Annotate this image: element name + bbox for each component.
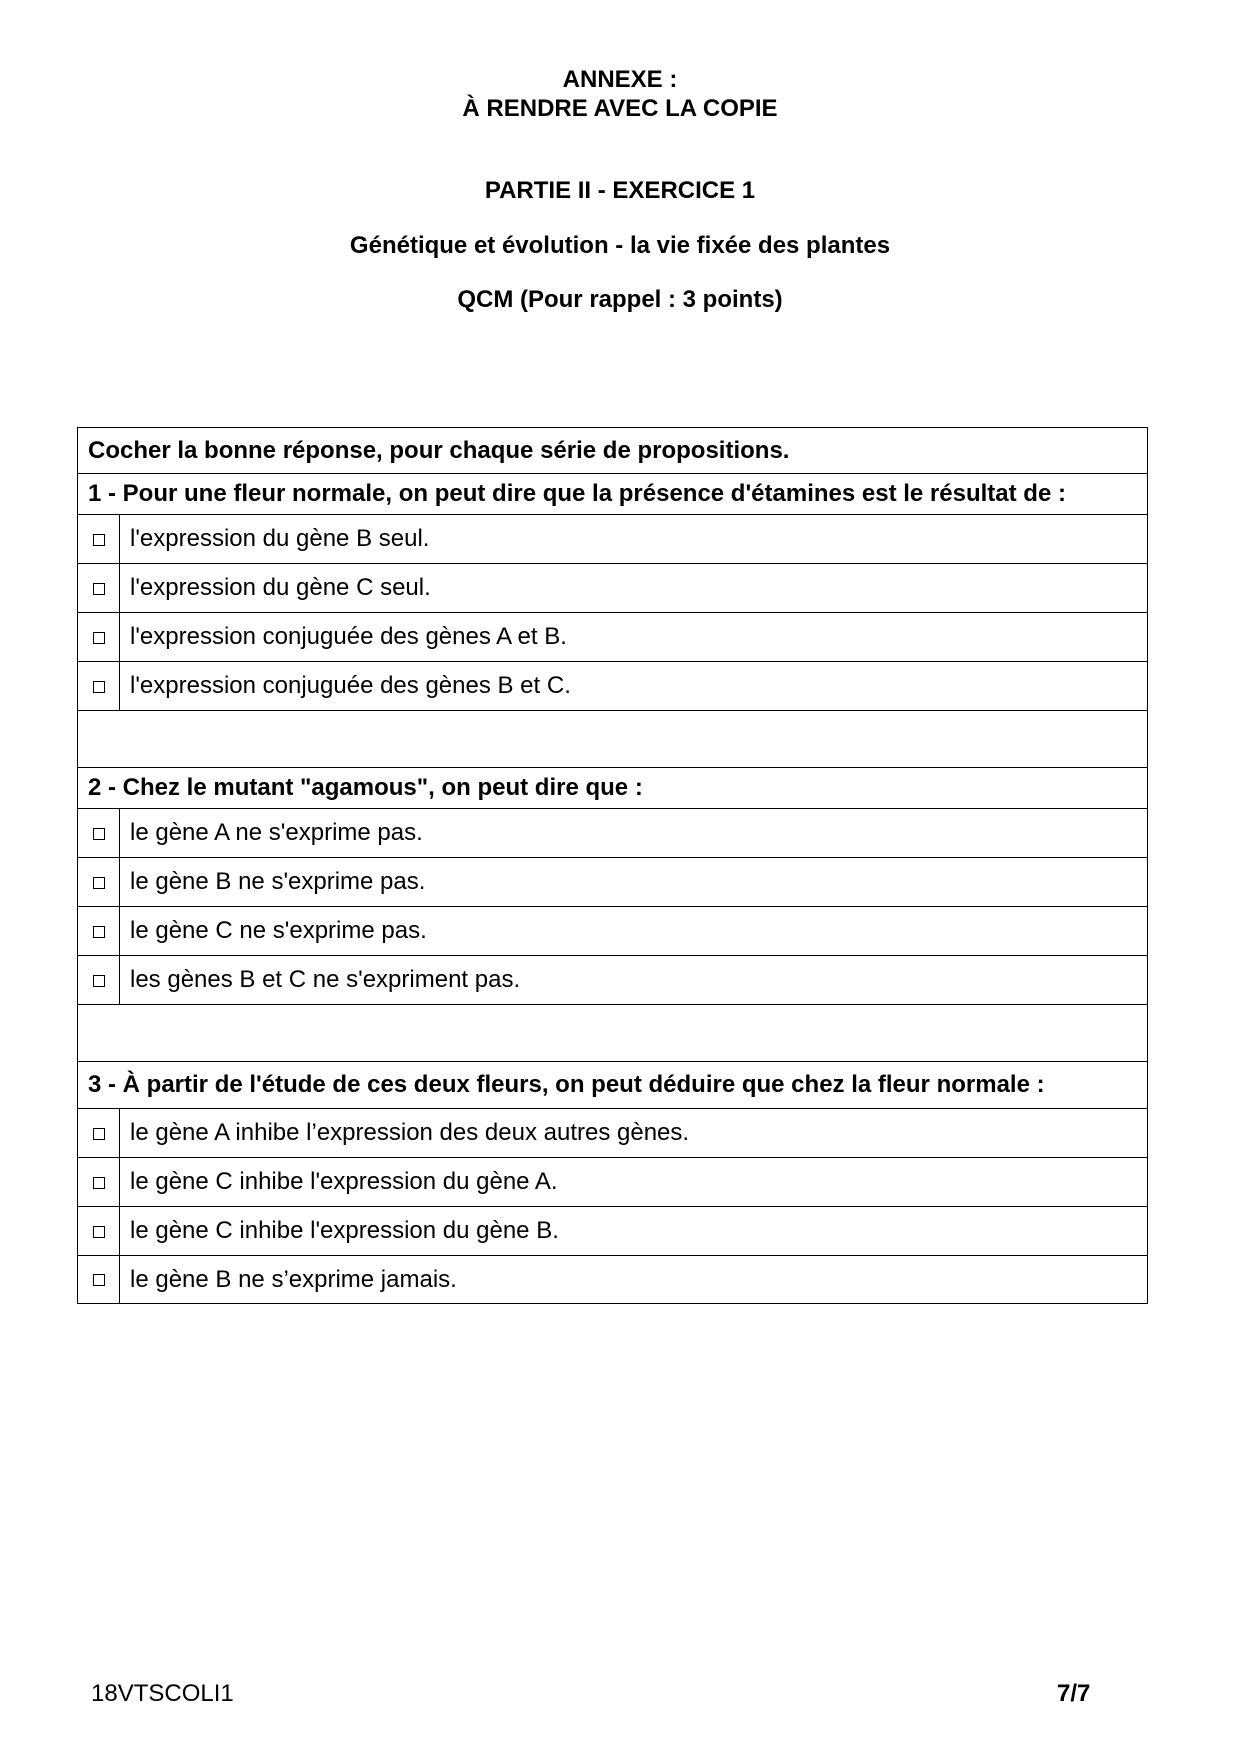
checkbox-cell[interactable]: [78, 564, 120, 613]
option-text: l'expression conjuguée des gènes A et B.: [120, 613, 1148, 662]
checkbox-cell[interactable]: [78, 662, 120, 711]
checkbox-icon[interactable]: [93, 975, 105, 987]
checkbox-cell[interactable]: [78, 809, 120, 858]
option-text: les gènes B et C ne s'expriment pas.: [120, 956, 1148, 1005]
annexe-subtitle: À RENDRE AVEC LA COPIE: [462, 95, 778, 122]
checkbox-cell[interactable]: [78, 613, 120, 662]
question-1-prompt: 1 - Pour une fleur normale, on peut dire que la présence d'étamines est le résultat de :: [78, 474, 1148, 515]
checkbox-icon[interactable]: [93, 877, 105, 889]
instruction-row: [78, 428, 1148, 474]
checkbox-cell[interactable]: [78, 858, 120, 907]
checkbox-icon[interactable]: [93, 534, 105, 546]
option-text: le gène A ne s'exprime pas.: [120, 809, 1148, 858]
checkbox-cell[interactable]: [78, 907, 120, 956]
page-number: 7/7: [1057, 1680, 1091, 1707]
qcm-title: QCM (Pour rappel : 3 points): [457, 286, 783, 313]
question-1-row: [78, 474, 1148, 515]
option-row: [78, 1207, 1148, 1256]
checkbox-icon[interactable]: [93, 926, 105, 938]
checkbox-icon[interactable]: [93, 1177, 105, 1189]
option-row: [78, 613, 1148, 662]
spacer-row: [78, 711, 1148, 768]
checkbox-icon[interactable]: [93, 1226, 105, 1238]
checkbox-cell[interactable]: [78, 1158, 120, 1207]
option-text: le gène C inhibe l'expression du gène A.: [120, 1158, 1148, 1207]
document-code: 18VTSCOLI1: [91, 1680, 234, 1707]
checkbox-cell[interactable]: [78, 1207, 120, 1256]
option-text: l'expression du gène B seul.: [120, 515, 1148, 564]
instruction-text: Cocher la bonne réponse, pour chaque série de propositions.: [78, 428, 1148, 474]
checkbox-icon[interactable]: [93, 828, 105, 840]
option-row: [78, 956, 1148, 1005]
option-row: [78, 662, 1148, 711]
qcm-table: [77, 427, 1148, 1304]
option-text: le gène B ne s'exprime pas.: [120, 858, 1148, 907]
option-row: [78, 1256, 1148, 1304]
checkbox-cell[interactable]: [78, 1256, 120, 1304]
question-3-row: [78, 1062, 1148, 1109]
question-2-prompt: 2 - Chez le mutant "agamous", on peut dire que :: [78, 768, 1148, 809]
question-2-row: [78, 768, 1148, 809]
checkbox-icon[interactable]: [93, 681, 105, 693]
spacer-row: [78, 1005, 1148, 1062]
checkbox-cell[interactable]: [78, 1109, 120, 1158]
option-row: [78, 1158, 1148, 1207]
option-row: [78, 515, 1148, 564]
checkbox-icon[interactable]: [93, 1274, 105, 1286]
checkbox-cell[interactable]: [78, 956, 120, 1005]
part-title: PARTIE II - EXERCICE 1: [484, 177, 756, 204]
option-text: le gène A inhibe l’expression des deux autres gènes.: [120, 1109, 1148, 1158]
spacer-cell: [78, 1005, 1148, 1062]
checkbox-icon[interactable]: [93, 583, 105, 595]
option-row: [78, 1109, 1148, 1158]
theme-title: Génétique et évolution - la vie fixée des plantes: [349, 232, 891, 259]
option-text: le gène C inhibe l'expression du gène B.: [120, 1207, 1148, 1256]
annexe-title: ANNEXE :: [562, 66, 678, 93]
spacer-cell: [78, 711, 1148, 768]
option-row: [78, 809, 1148, 858]
option-text: le gène C ne s'exprime pas.: [120, 907, 1148, 956]
option-text: l'expression du gène C seul.: [120, 564, 1148, 613]
option-row: [78, 564, 1148, 613]
option-text: l'expression conjuguée des gènes B et C.: [120, 662, 1148, 711]
checkbox-cell[interactable]: [78, 515, 120, 564]
option-row: [78, 858, 1148, 907]
checkbox-icon[interactable]: [93, 632, 105, 644]
option-text: le gène B ne s’exprime jamais.: [120, 1256, 1148, 1304]
checkbox-icon[interactable]: [93, 1128, 105, 1140]
option-row: [78, 907, 1148, 956]
question-3-prompt: 3 - À partir de l'étude de ces deux fleurs, on peut déduire que chez la fleur normale :: [78, 1062, 1148, 1109]
